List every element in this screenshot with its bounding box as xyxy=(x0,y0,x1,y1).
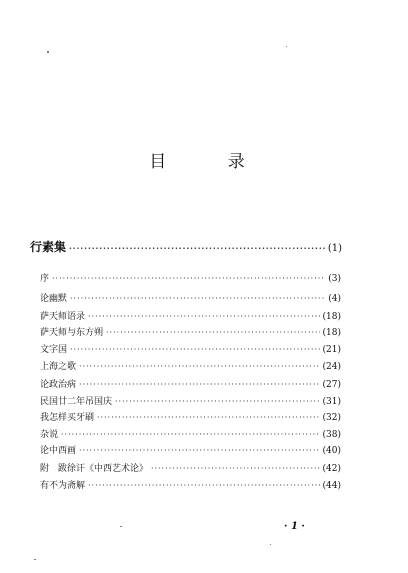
toc-entry-page: (27) xyxy=(322,380,341,390)
page-title: 目 录 xyxy=(149,152,273,172)
toc-main-entry-label: 行素集 xyxy=(30,240,67,254)
toc-entry-page: (21) xyxy=(322,345,341,355)
toc-entry[interactable] xyxy=(40,461,341,474)
toc-entry-page: (3) xyxy=(328,274,341,284)
toc-entry-page: (24) xyxy=(322,362,341,372)
toc-main-entry[interactable] xyxy=(30,238,342,255)
scan-speck xyxy=(120,526,122,527)
toc-entry-label: 萨天师语录 xyxy=(40,312,86,322)
dot-leader xyxy=(79,380,320,389)
toc-entry-label: 上海之歌 xyxy=(40,362,77,372)
toc-entry[interactable] xyxy=(40,427,341,440)
toc-entry-label: 文字国 xyxy=(40,345,68,355)
scan-speck xyxy=(286,46,287,47)
toc-entry-label: 论中西画 xyxy=(40,446,77,456)
dot-leader xyxy=(69,243,325,253)
scan-speck xyxy=(34,559,36,560)
toc-entry-page: (40) xyxy=(322,446,341,456)
toc-entry-label: 有不为斋解 xyxy=(40,481,86,491)
toc-entry[interactable] xyxy=(40,394,341,407)
toc-entry-page: (18) xyxy=(322,328,341,338)
dot-leader xyxy=(79,362,320,371)
toc-entry[interactable] xyxy=(40,342,341,355)
page-number: · 1 · xyxy=(284,521,305,532)
dot-leader xyxy=(106,328,320,337)
dot-leader xyxy=(79,446,320,455)
toc-entry-page: (31) xyxy=(322,397,341,407)
toc-entry-page: (32) xyxy=(322,413,341,423)
toc-entry[interactable] xyxy=(40,325,341,338)
toc-entry[interactable] xyxy=(40,359,341,372)
dot-leader xyxy=(97,413,320,422)
dot-leader xyxy=(115,397,320,406)
scan-speck xyxy=(270,544,271,545)
toc-entry[interactable] xyxy=(40,443,341,456)
toc-entry-label: 民国廿二年吊国庆 xyxy=(40,397,113,407)
toc-entry-page: (4) xyxy=(328,294,341,304)
toc-entry[interactable] xyxy=(40,291,341,304)
toc-entry-label: 论政治病 xyxy=(40,380,77,390)
toc-entry[interactable] xyxy=(40,478,341,491)
dot-leader xyxy=(70,294,325,303)
toc-main-entry-page: (1) xyxy=(327,243,342,254)
toc-entry-page: (18) xyxy=(322,312,341,322)
dot-leader xyxy=(61,430,320,439)
toc-entry[interactable] xyxy=(40,309,341,322)
toc-entry-label: 萨天师与东方朔 xyxy=(40,328,104,338)
dot-leader xyxy=(52,274,325,283)
toc-entry-page: (44) xyxy=(322,481,341,491)
toc-entry[interactable] xyxy=(40,271,341,284)
toc-entry[interactable] xyxy=(40,410,341,423)
toc-entry-label: 我怎样买牙刷 xyxy=(40,413,95,423)
scan-speck xyxy=(47,51,49,53)
toc-entry-page: (38) xyxy=(322,430,341,440)
dot-leader xyxy=(151,464,320,473)
toc-entry-page: (42) xyxy=(322,464,341,474)
toc-entry-label: 杂说 xyxy=(40,430,59,440)
toc-entry-label: 论幽默 xyxy=(40,294,68,304)
dot-leader xyxy=(88,481,320,490)
toc-entry-label: 附 跋徐讦《中西艺术论》 xyxy=(40,464,149,474)
dot-leader xyxy=(70,345,320,354)
dot-leader xyxy=(88,312,320,321)
toc-entry[interactable] xyxy=(40,377,341,390)
toc-entry-label: 序 xyxy=(40,274,50,284)
